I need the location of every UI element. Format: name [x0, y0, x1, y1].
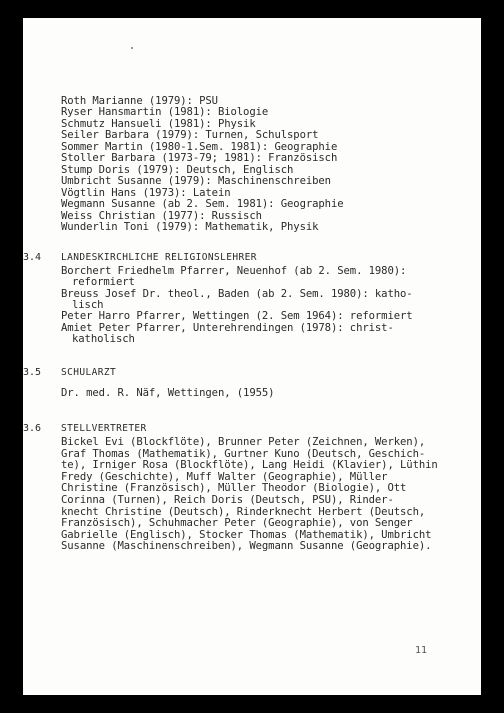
substitutes-line: te), Irniger Rosa (Blockflöte), Lang Heidi (Klavier), Lüthin — [61, 459, 438, 472]
religion-teacher-entry: Peter Harro Pfarrer, Wettingen (2. Sem 1964): reformiert — [61, 310, 413, 323]
teacher-entry: Seiler Barbara (1979): Turnen, Schulsport — [61, 129, 319, 142]
substitutes-line: Christine (Französisch), Müller Theodor (Biologie), Ott — [61, 482, 407, 495]
section-number: 3.4 — [23, 252, 42, 263]
teacher-entry: Ryser Hansmartin (1981): Biologie — [61, 106, 269, 119]
teacher-entry: Schmutz Hansueli (1981): Physik — [61, 117, 256, 130]
page-number: 11 — [415, 645, 428, 656]
religion-teacher-entry: Breuss Josef Dr. theol., Baden (ab 2. Sem. 1980): katho- — [61, 287, 413, 300]
document-page — [23, 18, 481, 695]
section-number: 3.6 — [23, 423, 42, 434]
substitutes-line: Graf Thomas (Mathematik), Gurtner Kuno (Deutsch, Geschich- — [61, 447, 426, 460]
teacher-entry: Stoller Barbara (1973-79; 1981): Französisch — [61, 152, 338, 165]
teacher-entry: Wunderlin Toni (1979): Mathematik, Physik — [61, 220, 319, 233]
substitutes-line: Susanne (Maschinenschreiben), Wegmann Susanne (Geographie). — [61, 540, 432, 553]
substitutes-line: Bickel Evi (Blockflöte), Brunner Peter (Zeichnen, Werken), — [61, 436, 426, 448]
section-heading: STELLVERTRETER — [61, 423, 147, 434]
teacher-entry: Sommer Martin (1980-1.Sem. 1981): Geographie — [61, 140, 338, 153]
entry-continuation: lisch — [72, 298, 104, 311]
substitutes-line: Gabrielle (Englisch), Stocker Thomas (Mathematik), Umbricht — [61, 528, 432, 541]
teacher-entry: Stump Doris (1979): Deutsch, Englisch — [61, 163, 294, 176]
entry-continuation: reformiert — [72, 276, 135, 289]
teacher-entry: Roth Marianne (1979): PSU — [61, 95, 218, 107]
religion-teacher-entry: Borchert Friedhelm Pfarrer, Neuenhof (ab 2. Sem. 1980): — [61, 265, 407, 277]
school-doctor: Dr. med. R. Näf, Wettingen, (1955) — [61, 387, 275, 399]
substitutes-line: Französisch), Schuhmacher Peter (Geographie), von Senger — [61, 517, 413, 530]
section-number: 3.5 — [23, 367, 42, 378]
teacher-entry: Wegmann Susanne (ab 2. Sem. 1981): Geographie — [61, 198, 344, 211]
substitutes-line: Corinna (Turnen), Reich Doris (Deutsch, PSU), Rinder- — [61, 494, 394, 506]
speck — [131, 47, 133, 49]
teacher-entry: Vögtlin Hans (1973): Latein — [61, 186, 231, 199]
substitutes-line: knecht Christine (Deutsch), Rinderknecht Herbert (Deutsch, — [61, 505, 426, 518]
religion-teacher-entry: Amiet Peter Pfarrer, Unterehrendingen (1978): christ- — [61, 321, 394, 334]
section-heading: SCHULARZT — [61, 367, 117, 378]
section-heading: LANDESKIRCHLICHE RELIGIONSLEHRER — [61, 252, 257, 263]
teacher-entry: Weiss Christian (1977): Russisch — [61, 209, 262, 222]
teacher-entry: Umbricht Susanne (1979): Maschinenschreiben — [61, 175, 331, 188]
substitutes-line: Fredy (Geschichte), Muff Walter (Geographie), Müller — [61, 470, 388, 483]
entry-continuation: katholisch — [72, 332, 135, 345]
